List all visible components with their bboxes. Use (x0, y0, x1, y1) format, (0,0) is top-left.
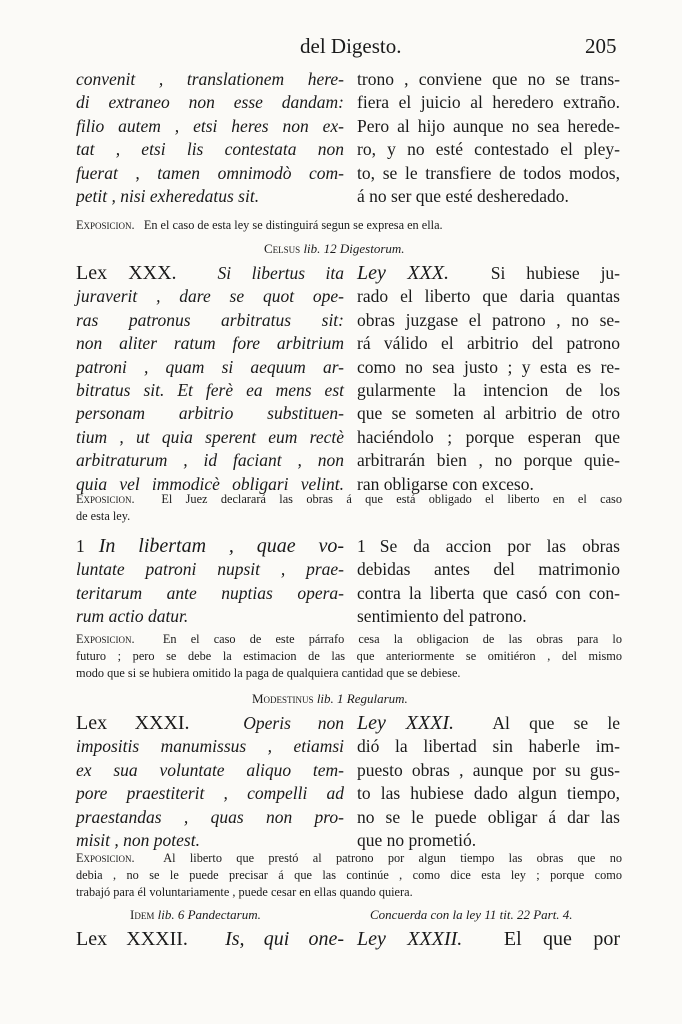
page-header (0, 34, 682, 60)
exposition-2: Exposicion. El Juez declarará las obras á que está obligado el liberto en el caso de esta ley. (76, 492, 622, 523)
exposition-text: En el caso de esta ley se distinguirá segun se expresa en ella. (143, 218, 443, 232)
source-citation-2: Modestinus lib. 1 Regularum. (252, 691, 408, 706)
lex-label: Lex XXX. (76, 262, 177, 284)
spanish-text-4: Ley XXXI. Al que se le dió la libertad sin haberle im- puesto obras , aunque por su gus- to las hubiese dado algun tiempo, no se le puede obligar á dar las que no prometió. (357, 712, 620, 851)
page-number: 205 (585, 34, 617, 58)
source-citation-3: Idem lib. 6 Pandectarum. (130, 907, 261, 922)
spanish-text-1: trono , conviene que no se trans- fiera el juicio al heredero extraño. Pero al hijo aunque no sea herede- ro, y no esté contestado el pley- to, se le transfiere de todos modos, á no ser que esté desheredado. (357, 69, 620, 207)
paragraph-number: 1 (76, 536, 85, 556)
latin-text-4: Lex XXXI. Operis non impositis manumissus , etiamsi ex sua voluntate aliquo tem- pore praestiterit , compelli ad praestandas , quas non pro- misit , non potest. (76, 712, 345, 851)
running-title: del Digesto. (300, 34, 402, 58)
ley-label: Ley XXX. (357, 262, 450, 284)
latin-text-3: 1 In libertam , quae vo- luntate patroni nupsit , prae- teritarum ante nuptias opera- rum actio datur. (76, 535, 344, 627)
exposition-1 (76, 217, 622, 234)
exposition-label: Exposicion. (76, 218, 135, 232)
spanish-text-2: Ley XXX. Si hubiese ju- rado el liberto que daria quantas obras juzgase el patrono , no se- rá válido el arbitrio del patrono como no sea justo ; y esta es re- gularmente la intencion de los que se someten al arbitrio de otro haciéndolo ; porque esperan que arbitrarán bien , no porque quie- ran obligarse con exceso. (357, 262, 621, 494)
exposition-3: Exposicion. En el caso de este párrafo cesa la obligacion de las obras para lo futuro ; pero se debe la estimacion de las que anteriormente se omitiéron , del mismo modo que si se hubiera omitido la paga de qualquiera cantidad que se debiese. (76, 632, 622, 680)
concordance-note: Concuerda con la ley 11 tit. 22 Part. 4. (370, 907, 573, 922)
exposition-4: Exposicion. Al liberto que prestó al patrono por algun tiempo las obras que no debia , no se le puede precisar á que las continúe , como dice esta ley ; porque como trabajó para él voluntariamente , puede cesar en ellas quando quiera. (76, 851, 622, 899)
spanish-text-3: 1 Se da accion por las obras debidas antes del matrimonio contra la liberta que casó con con- sentimiento del patrono. (357, 536, 620, 627)
spanish-text-5: Ley XXXII. El que por (357, 928, 621, 950)
latin-text-5: Lex XXXII. Is, qui one- (76, 928, 344, 950)
latin-text-2: Lex XXX. Si libertus ita juraverit , dare se quot ope- ras patronus arbitratus sit: non aliter ratum fore arbitrium patroni , quam si aequum ar- bitratus sit. Et ferè ea mens est personam arbitrio substituen- tium , ut quia sperent eum rectè arbitraturum , id faciant , non quia vel immodicè obligari velint. (76, 262, 344, 494)
latin-text-1: convenit , translationem here- di extraneo non esse dandam: filio autem , etsi heres non ex- tat , etsi lis contestata non fuerat , tamen omnimodò com- petit , nisi exheredatus sit. (76, 69, 344, 207)
source-citation-1: Celsus lib. 12 Digestorum. (264, 241, 405, 256)
